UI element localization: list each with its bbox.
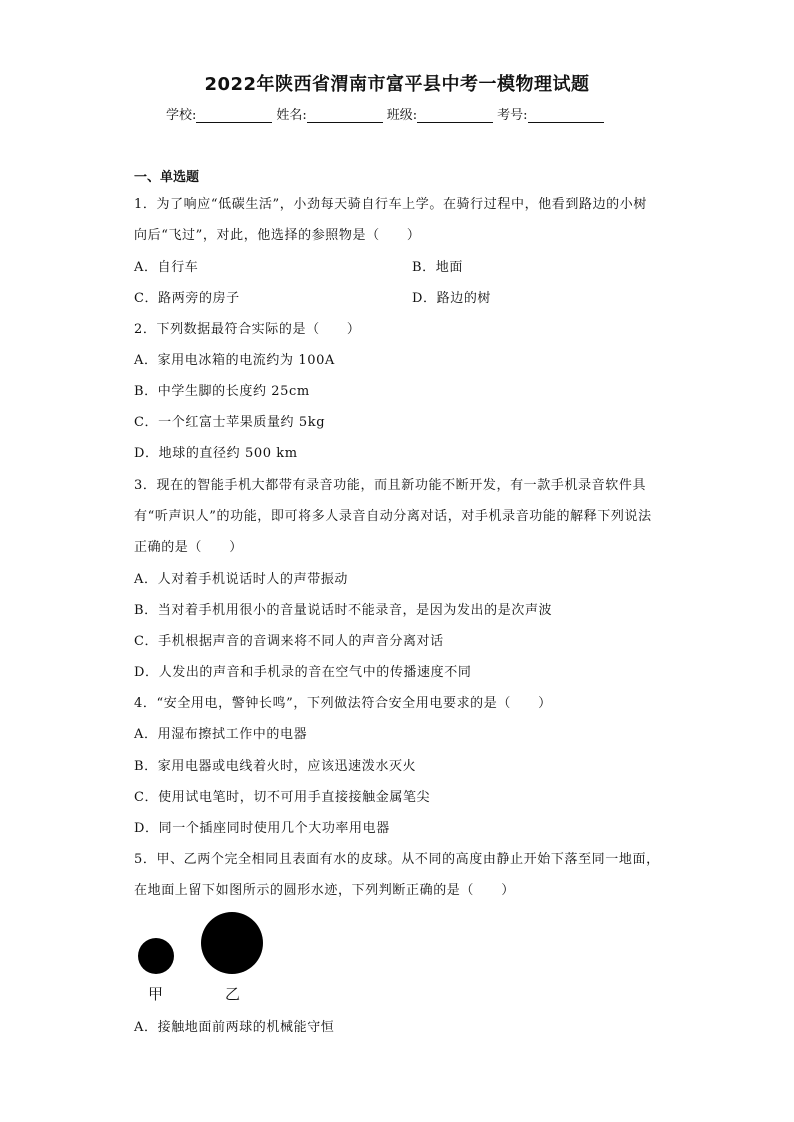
- q3-stem-line3: 正确的是（ ）: [134, 540, 243, 555]
- q4-option-b: B．家用电器或电线着火时，应该迅速泼水灭火: [134, 759, 417, 774]
- name-label: 姓名:: [276, 108, 307, 123]
- class-label: 班级:: [386, 108, 418, 123]
- q4-option-d: D．同一个插座同时使用几个大功率用电器: [134, 821, 390, 836]
- q1-stem-line2: 向后“飞过”，对此，他选择的参照物是（ ）: [134, 228, 421, 243]
- q4-stem: 4．“安全用电，警钟长鸣”，下列做法符合安全用电要求的是（ ）: [134, 696, 552, 711]
- school-label: 学校:: [166, 108, 197, 123]
- q2-option-a: A．家用电冰箱的电流约为 100A: [134, 353, 335, 368]
- q2-option-b: B．中学生脚的长度约 25cm: [134, 384, 310, 399]
- figure-label-jia: 甲: [148, 985, 164, 1003]
- section-title: 一、单选题: [134, 170, 200, 185]
- class-blank: [417, 108, 493, 123]
- q1-option-c: C．路两旁的房子: [134, 291, 240, 306]
- q3-stem-line2: 有“听声识人”的功能，即可将多人录音自动分离对话，对手机录音功能的解释下列说法: [134, 509, 652, 524]
- exam-no-label: 考号:: [497, 108, 528, 123]
- school-blank: [196, 108, 272, 123]
- student-info-row: [166, 104, 608, 123]
- q5-stem-line1: 5．甲、乙两个完全相同且表面有水的皮球。从不同的高度由静止开始下落至同一地面，: [134, 852, 660, 867]
- name-blank: [307, 108, 383, 123]
- q3-option-c: C．手机根据声音的音调来将不同人的声音分离对话: [134, 634, 444, 649]
- q2-option-d: D．地球的直径约 500 km: [134, 446, 298, 461]
- q5-option-a: A．接触地面前两球的机械能守恒: [134, 1020, 335, 1035]
- small-water-mark: [138, 938, 174, 974]
- q3-stem-line1: 3．现在的智能手机大都带有录音功能，而且新功能不断开发，有一款手机录音软件具: [134, 478, 647, 493]
- q3-option-d: D．人发出的声音和手机录的音在空气中的传播速度不同: [134, 665, 472, 680]
- q1-option-b: B．地面: [412, 260, 463, 275]
- q1-option-a: A．自行车: [134, 260, 199, 275]
- q2-option-c: C．一个红富士苹果质量约 5kg: [134, 415, 326, 430]
- q4-option-c: C．使用试电笔时，切不可用手直接接触金属笔尖: [134, 790, 431, 805]
- q4-option-a: A．用湿布擦拭工作中的电器: [134, 727, 308, 742]
- q1-option-d: D．路边的树: [412, 291, 492, 306]
- q3-option-a: A．人对着手机说话时人的声带振动: [134, 572, 348, 587]
- exam-no-blank: [528, 108, 604, 123]
- figure-label-yi: 乙: [225, 985, 241, 1003]
- q2-stem: 2．下列数据最符合实际的是（ ）: [134, 322, 361, 337]
- page-title: 2022年陕西省渭南市富平县中考一模物理试题: [204, 74, 590, 95]
- q3-option-b: B．当对着手机用很小的音量说话时不能录音，是因为发出的是次声波: [134, 603, 553, 618]
- water-mark-figure: [134, 906, 284, 1006]
- large-water-mark: [201, 912, 263, 974]
- q1-stem-line1: 1．为了响应“低碳生活”，小劲每天骑自行车上学。在骑行过程中，他看到路边的小树: [134, 197, 647, 212]
- q5-stem-line2: 在地面上留下如图所示的圆形水迹，下列判断正确的是（ ）: [134, 883, 515, 898]
